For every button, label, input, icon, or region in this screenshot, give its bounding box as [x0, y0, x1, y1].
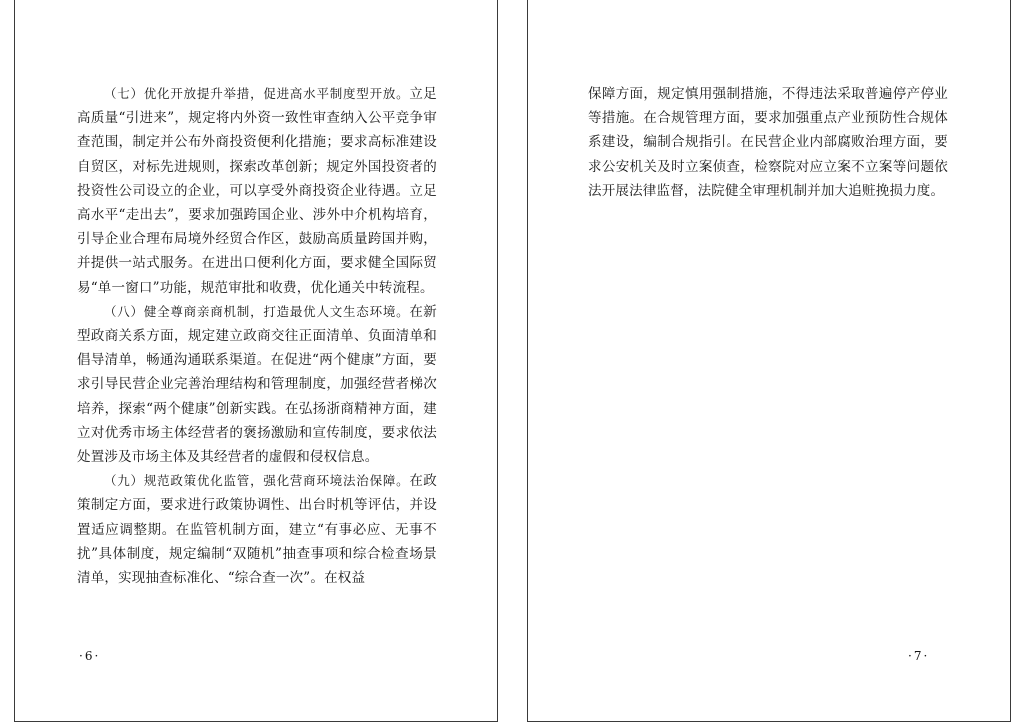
- paragraph-body-7: 立足高质量“引进来”，规定将内外资一致性审查纳入公平竞争审查范围，制定并公布外商投资便利化措施；要求高标准建设自贸区，对标先进规则，探索改革创新；规定外国投资者的投资性公司设立的企业，可以享受外商投资企业待遇。立足高水平“走出去”，要求加强跨国企业、涉外中介机构培育，引导企业合理布局境外经贸合作区，鼓励高质量跨国并购，并提供一站式服务。在进出口便利化方面，要求健全国际贸易“单一窗口”功能，规范审批和收费，优化通关中转流程。: [77, 86, 437, 296]
- paragraph-body-9: 在政策制定方面，要求进行政策协调性、出台时机等评估，并设置适应调整期。在监管机制方面，建立“有事必应、无事不扰”具体制度，规定编制“双随机”抽查事项和综合检查场景清单，实现抽查标准化、“综合查一次”。在权益: [77, 473, 437, 587]
- paragraph-continuation: [588, 82, 948, 203]
- paragraph-7: [77, 82, 437, 300]
- right-page-text: [588, 82, 948, 203]
- page-number: ·7·: [908, 649, 930, 663]
- right-page: [527, 0, 1011, 722]
- paragraph-8: [77, 300, 437, 469]
- left-page-text: [77, 82, 437, 590]
- page-number: ·6·: [79, 649, 101, 663]
- section-heading-9: （九）规范政策优化监管，强化营商环境法治保障。: [104, 473, 410, 489]
- section-heading-8: （八）健全尊商亲商机制，打造最优人文生态环境。: [104, 303, 410, 319]
- section-heading-7: （七）优化开放提升举措，促进高水平制度型开放。: [104, 86, 410, 101]
- paragraph-body-continuation: 保障方面，规定慎用强制措施，不得违法采取普遍停产停业等措施。在合规管理方面，要求加强重点产业预防性合规体系建设，编制合规指引。在民营企业内部腐败治理方面，要求公安机关及时立案侦查，检察院对应立案不立案等问题依法开展法律监督，法院健全审理机制并加大追赃挽损力度。: [588, 86, 948, 199]
- paragraph-body-8: 在新型政商关系方面，规定建立政商交往正面清单、负面清单和倡导清单，畅通沟通联系渠道。在促进“两个健康”方面，要求引导民营企业完善治理结构和管理制度，加强经营者梯次培养，探索“两个健康”创新实践。在弘扬浙商精神方面，建立对优秀市场主体经营者的褒扬激励和宣传制度，要求依法处置涉及市场主体及其经营者的虚假和侵权信息。: [77, 303, 437, 466]
- left-page: [14, 0, 498, 722]
- paragraph-9: [77, 469, 437, 590]
- page-gutter: [498, 0, 527, 724]
